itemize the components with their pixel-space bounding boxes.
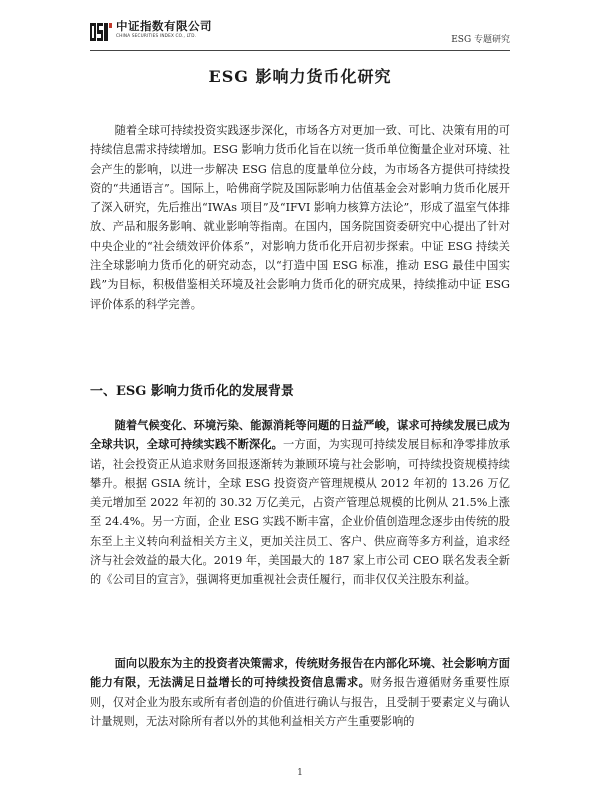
- paragraph-lead-bold: 面向以股东为主的投资者决策需求，传统财务报告在内部化环境、社会影响方面能力有限，无法满足日益增长的可持续投资信息需求。: [90, 656, 510, 690]
- section-heading: 一、ESG 影响力货币化的发展背景: [90, 384, 294, 399]
- intro-paragraph: 随着全球可持续投资实践逐步深化，市场各方对更加一致、可比、决策有用的可持续信息需求持续增加。ESG 影响力货币化旨在以统一货币单位衡量企业对环境、社会产生的影响，以进一步解决 ESG 信息的度量单位分歧，为市场各方提供可持续投资的“共通语言”。国际上，哈佛商学院及国际影响力估值基金会对影响力货币化展开了深入研究，先后推出“IWAs 项目”及“IFVI 影响力核算方法论”，形成了温室气体排放、产品和服务影响、就业影响等指南。在国内，国务院国资委研究中心提出了针对中央企业的“社会绩效评价体系”，对影响力货币化开启初步探索。中证 ESG 持续关注全球影响力货币化的研究动态，以“打造中国 ESG 标准，推动 ESG 最佳中国实践”为目标，积极借鉴相关环境及社会影响力货币化的研究成果，持续推动中证 ESG 评价体系的科学完善。: [90, 124, 510, 311]
- logo-chinese-name: 中证指数有限公司: [116, 19, 212, 33]
- background-paragraph-2: [90, 654, 510, 731]
- page-number: 1: [297, 768, 303, 778]
- background-paragraph-1: [90, 416, 510, 590]
- paragraph-body: 财务报告遵循财务重要性原则，仅对企业为股东或所有者创造的价值进行确认与报告，且受制于要素定义与确认计量规则，无法对除所有者以外的其他利益相关方产生重要影响的: [90, 676, 510, 728]
- company-logo: [90, 20, 212, 46]
- page-title: ESG 影响力货币化研究: [208, 67, 392, 86]
- header-report-type: ESG 专题研究: [451, 35, 510, 45]
- csi-logo-icon: [90, 21, 112, 43]
- logo-english-name: CHINA SECURITIES INDEX CO., LTD.: [116, 33, 197, 38]
- paragraph-lead-bold: 随着气候变化、环境污染、能源消耗等问题的日益严峻，谋求可持续发展已成为全球共识，全球可持续实践不断深化。: [90, 418, 510, 452]
- paragraph-body: 一方面，为实现可持续发展目标和净零排放承诺，社会投资正从追求财务回报逐渐转为兼顾环境与社会影响，可持续投资规模持续攀升。根据 GSIA 统计，全球 ESG 投资资产管理规模从 2012 年初的 13.26 万亿美元增加至 2022 年初的 30.32 万亿美元，占资产管理总规模的比例从 21.5%上涨至 24.4%。另一方面，企业 ESG 实践不断丰富，企业价值创造理念逐步由传统的股东至上主义转向利益相关方主义，更加关注员工、客户、供应商等多方利益，追求经济与社会效益的最大化。2019 年，美国最大的 187 家上市公司 CEO 联名发表全新的《公司目的宣言》，强调将更加重视社会责任履行，而非仅仅关注股东利益。: [90, 438, 510, 587]
- page-header: [90, 20, 510, 51]
